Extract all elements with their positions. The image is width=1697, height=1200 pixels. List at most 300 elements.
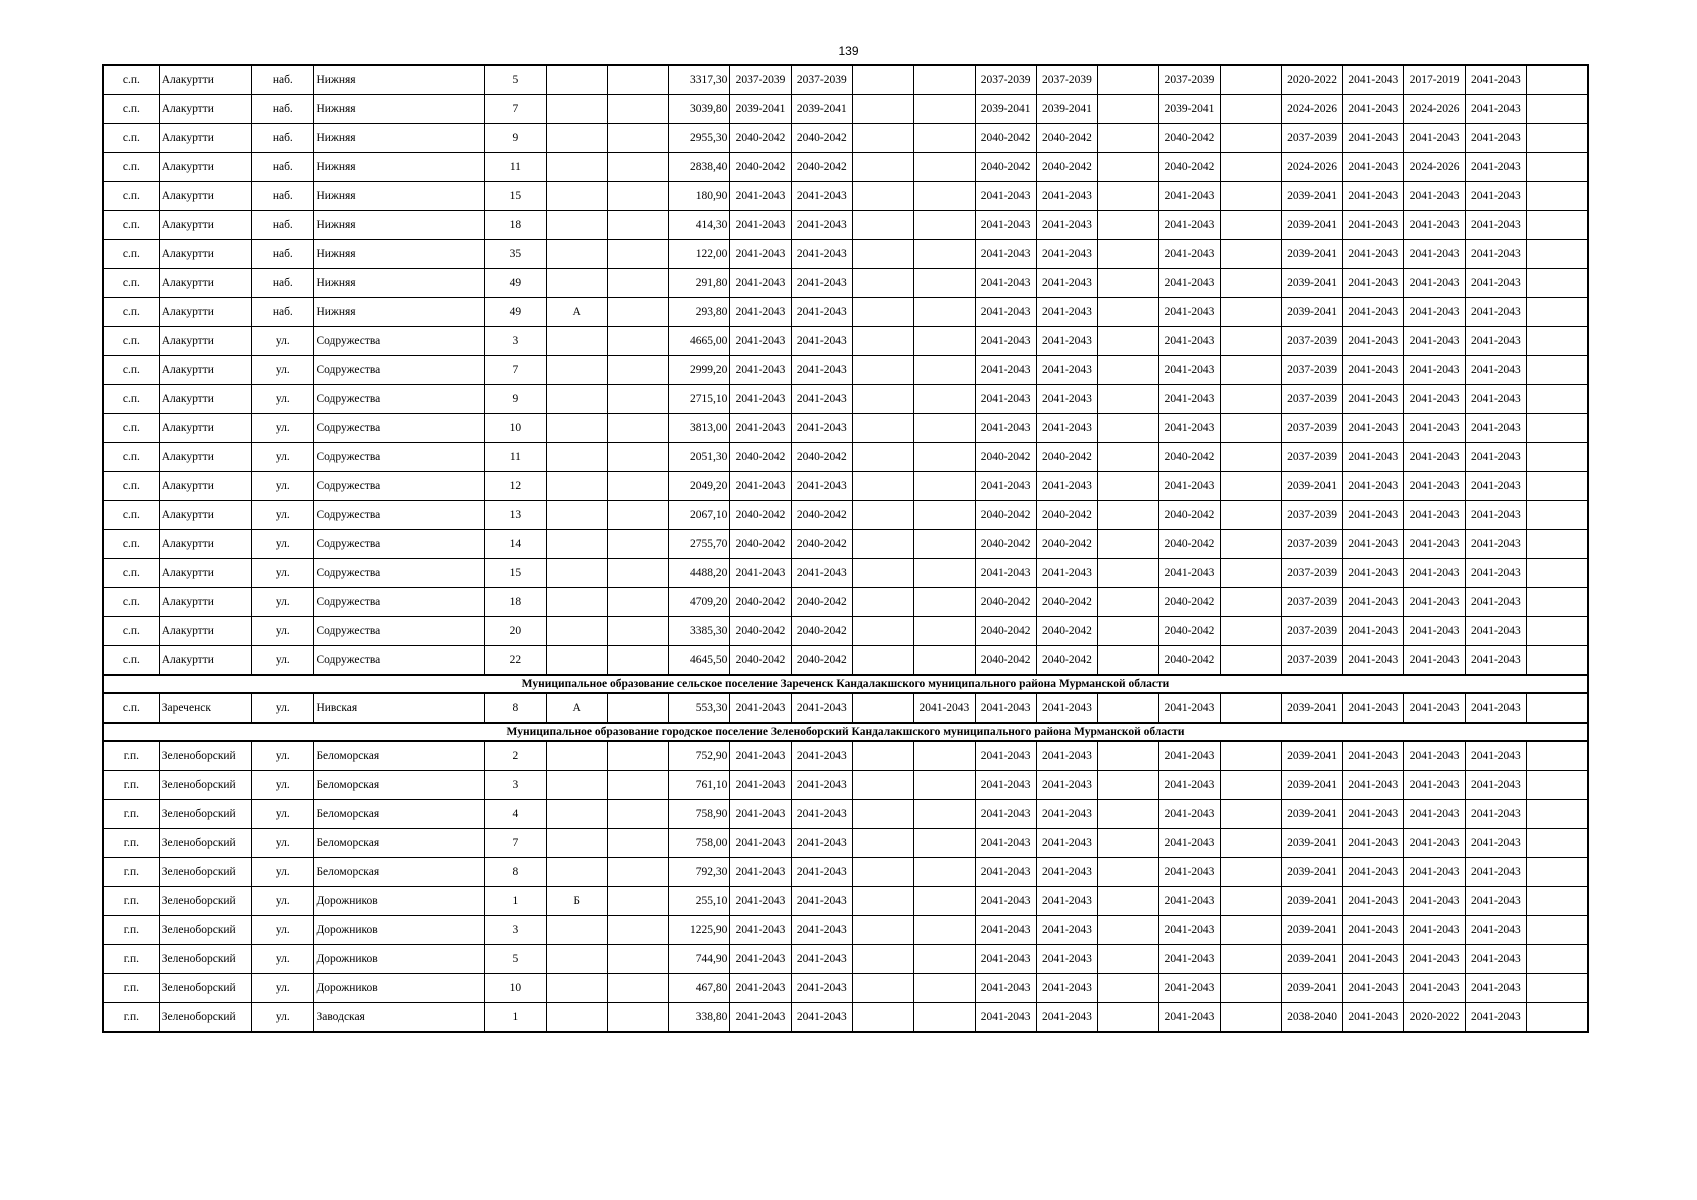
house-number-cell: 2 [485, 741, 546, 771]
settlement-cell: Алакуртти [159, 95, 251, 124]
period-cell [914, 945, 975, 974]
house-number-cell: 1 [485, 1003, 546, 1033]
house-number-cell: 3 [485, 916, 546, 945]
period-cell: 2041-2043 [1404, 858, 1465, 887]
house-number-cell: 20 [485, 617, 546, 646]
period-cell: 2041-2043 [730, 472, 791, 501]
period-cell: 2041-2043 [1159, 414, 1220, 443]
table-row [103, 1003, 1588, 1033]
period-cell: 2041-2043 [791, 356, 852, 385]
period-cell [914, 559, 975, 588]
period-cell: 2041-2043 [1404, 588, 1465, 617]
period-cell [852, 771, 913, 800]
settlement-type-cell: г.п. [103, 1003, 159, 1033]
period-cell: 2041-2043 [1404, 269, 1465, 298]
period-cell [1527, 800, 1588, 829]
period-cell: 2041-2043 [1343, 356, 1404, 385]
period-cell [1220, 1003, 1281, 1033]
period-cell [852, 693, 913, 723]
period-cell [1098, 530, 1159, 559]
street-type-cell: ул. [252, 887, 314, 916]
street-cell: Нижняя [314, 95, 485, 124]
street-type-cell: ул. [252, 588, 314, 617]
area-cell: 4709,20 [669, 588, 730, 617]
period-cell [914, 356, 975, 385]
settlement-type-cell: с.п. [103, 472, 159, 501]
house-letter-cell [546, 530, 607, 559]
table-row [103, 211, 1588, 240]
period-cell: 2041-2043 [1465, 646, 1526, 676]
settlement-cell: Алакуртти [159, 269, 251, 298]
building-cell [607, 800, 668, 829]
period-cell: 2041-2043 [1159, 771, 1220, 800]
table-row [103, 945, 1588, 974]
street-cell: Дорожников [314, 974, 485, 1003]
period-cell [914, 974, 975, 1003]
period-cell [1220, 617, 1281, 646]
house-number-cell: 15 [485, 559, 546, 588]
settlement-type-cell: с.п. [103, 443, 159, 472]
street-type-cell: наб. [252, 240, 314, 269]
street-type-cell: ул. [252, 1003, 314, 1033]
period-cell: 2041-2043 [1159, 240, 1220, 269]
street-type-cell: наб. [252, 153, 314, 182]
period-cell [1527, 65, 1588, 95]
period-cell: 2041-2043 [791, 800, 852, 829]
area-cell: 2067,10 [669, 501, 730, 530]
period-cell [1220, 95, 1281, 124]
period-cell [1220, 211, 1281, 240]
table-row [103, 269, 1588, 298]
period-cell [1220, 858, 1281, 887]
area-cell: 4665,00 [669, 327, 730, 356]
period-cell: 2041-2043 [791, 182, 852, 211]
period-cell: 2040-2042 [1159, 588, 1220, 617]
period-cell [1220, 945, 1281, 974]
street-cell: Содружества [314, 443, 485, 472]
period-cell: 2040-2042 [730, 501, 791, 530]
period-cell: 2041-2043 [1036, 327, 1097, 356]
area-cell: 338,80 [669, 1003, 730, 1033]
period-cell: 2041-2043 [1343, 1003, 1404, 1033]
period-cell [1098, 356, 1159, 385]
period-cell: 2040-2042 [1159, 443, 1220, 472]
period-cell [1220, 530, 1281, 559]
settlement-cell: Зеленоборский [159, 829, 251, 858]
period-cell: 2040-2042 [1159, 646, 1220, 676]
period-cell: 2040-2042 [975, 530, 1036, 559]
period-cell: 2039-2041 [1281, 269, 1342, 298]
period-cell [852, 443, 913, 472]
period-cell: 2041-2043 [1343, 385, 1404, 414]
settlement-type-cell: с.п. [103, 65, 159, 95]
period-cell [914, 240, 975, 269]
period-cell: 2039-2041 [1281, 829, 1342, 858]
period-cell: 2041-2043 [1343, 887, 1404, 916]
period-cell: 2041-2043 [1465, 211, 1526, 240]
period-cell [1098, 443, 1159, 472]
period-cell: 2041-2043 [791, 298, 852, 327]
house-letter-cell [546, 153, 607, 182]
period-cell: 2037-2039 [1281, 327, 1342, 356]
street-type-cell: наб. [252, 65, 314, 95]
period-cell: 2041-2043 [1343, 559, 1404, 588]
street-type-cell: ул. [252, 530, 314, 559]
area-cell: 180,90 [669, 182, 730, 211]
house-letter-cell [546, 269, 607, 298]
period-cell: 2040-2042 [975, 443, 1036, 472]
period-cell: 2040-2042 [1159, 124, 1220, 153]
period-cell: 2041-2043 [1465, 800, 1526, 829]
period-cell [914, 800, 975, 829]
house-number-cell: 5 [485, 65, 546, 95]
period-cell [914, 269, 975, 298]
house-number-cell: 1 [485, 887, 546, 916]
period-cell [852, 559, 913, 588]
period-cell: 2041-2043 [791, 240, 852, 269]
table-row [103, 501, 1588, 530]
period-cell [1527, 1003, 1588, 1033]
period-cell [1527, 182, 1588, 211]
period-cell: 2041-2043 [1036, 211, 1097, 240]
settlement-type-cell: с.п. [103, 646, 159, 676]
street-cell: Дорожников [314, 945, 485, 974]
street-type-cell: ул. [252, 945, 314, 974]
building-cell [607, 887, 668, 916]
period-cell: 2041-2043 [791, 472, 852, 501]
period-cell: 2039-2041 [730, 95, 791, 124]
building-cell [607, 472, 668, 501]
period-cell: 2041-2043 [730, 858, 791, 887]
period-cell [914, 530, 975, 559]
period-cell: 2041-2043 [1343, 240, 1404, 269]
area-cell: 467,80 [669, 974, 730, 1003]
period-cell: 2040-2042 [730, 153, 791, 182]
period-cell [1098, 887, 1159, 916]
period-cell: 2041-2043 [1159, 945, 1220, 974]
table-row [103, 617, 1588, 646]
street-type-cell: ул. [252, 617, 314, 646]
table-row [103, 646, 1588, 676]
section-header-row [103, 675, 1588, 693]
period-cell [852, 945, 913, 974]
settlement-cell: Зеленоборский [159, 974, 251, 1003]
period-cell [914, 182, 975, 211]
street-cell: Нижняя [314, 153, 485, 182]
period-cell: 2041-2043 [1036, 385, 1097, 414]
period-cell: 2041-2043 [1036, 858, 1097, 887]
house-letter-cell [546, 240, 607, 269]
house-letter-cell [546, 646, 607, 676]
area-cell: 744,90 [669, 945, 730, 974]
period-cell: 2040-2042 [730, 646, 791, 676]
period-cell: 2041-2043 [1036, 356, 1097, 385]
period-cell: 2041-2043 [1159, 974, 1220, 1003]
period-cell [914, 124, 975, 153]
period-cell: 2037-2039 [1281, 443, 1342, 472]
building-cell [607, 1003, 668, 1033]
period-cell: 2041-2043 [1343, 327, 1404, 356]
settlement-type-cell: г.п. [103, 741, 159, 771]
table-row [103, 327, 1588, 356]
table-row [103, 530, 1588, 559]
building-cell [607, 617, 668, 646]
house-number-cell: 15 [485, 182, 546, 211]
house-number-cell: 5 [485, 945, 546, 974]
house-number-cell: 49 [485, 269, 546, 298]
settlement-cell: Алакуртти [159, 646, 251, 676]
street-type-cell: ул. [252, 385, 314, 414]
table-row [103, 693, 1588, 723]
period-cell [1527, 829, 1588, 858]
period-cell: 2040-2042 [791, 443, 852, 472]
table-row [103, 385, 1588, 414]
period-cell: 2041-2043 [1465, 124, 1526, 153]
period-cell: 2024-2026 [1281, 95, 1342, 124]
period-cell: 2040-2042 [1036, 153, 1097, 182]
house-letter-cell [546, 501, 607, 530]
table-row [103, 298, 1588, 327]
period-cell [1220, 443, 1281, 472]
period-cell: 2041-2043 [1404, 298, 1465, 327]
area-cell: 553,30 [669, 693, 730, 723]
house-letter-cell: А [546, 693, 607, 723]
period-cell: 2041-2043 [975, 1003, 1036, 1033]
area-cell: 4488,20 [669, 559, 730, 588]
period-cell: 2041-2043 [1036, 916, 1097, 945]
building-cell [607, 356, 668, 385]
period-cell [1098, 182, 1159, 211]
period-cell: 2041-2043 [1465, 617, 1526, 646]
period-cell: 2041-2043 [1465, 945, 1526, 974]
period-cell: 2041-2043 [791, 1003, 852, 1033]
settlement-type-cell: с.п. [103, 182, 159, 211]
period-cell: 2039-2041 [1281, 298, 1342, 327]
period-cell: 2041-2043 [1465, 693, 1526, 723]
period-cell: 2041-2043 [914, 693, 975, 723]
period-cell: 2041-2043 [1465, 269, 1526, 298]
period-cell: 2037-2039 [1281, 414, 1342, 443]
period-cell [914, 646, 975, 676]
table-row [103, 472, 1588, 501]
period-cell: 2041-2043 [1404, 771, 1465, 800]
period-cell [1220, 65, 1281, 95]
settlement-type-cell: г.п. [103, 771, 159, 800]
period-cell [914, 211, 975, 240]
street-cell: Заводская [314, 1003, 485, 1033]
house-number-cell: 35 [485, 240, 546, 269]
house-letter-cell: Б [546, 887, 607, 916]
period-cell [1527, 530, 1588, 559]
period-cell [1098, 153, 1159, 182]
area-cell: 4645,50 [669, 646, 730, 676]
period-cell [914, 298, 975, 327]
period-cell [1527, 916, 1588, 945]
settlement-type-cell: с.п. [103, 269, 159, 298]
period-cell: 2041-2043 [1343, 829, 1404, 858]
area-cell: 122,00 [669, 240, 730, 269]
period-cell [1220, 124, 1281, 153]
period-cell: 2041-2043 [1036, 414, 1097, 443]
period-cell: 2041-2043 [730, 269, 791, 298]
period-cell [1220, 741, 1281, 771]
building-cell [607, 858, 668, 887]
period-cell: 2041-2043 [730, 945, 791, 974]
table-row [103, 887, 1588, 916]
period-cell [914, 414, 975, 443]
period-cell: 2041-2043 [975, 182, 1036, 211]
period-cell [1527, 501, 1588, 530]
period-cell [852, 472, 913, 501]
period-cell [1098, 211, 1159, 240]
street-cell: Нижняя [314, 211, 485, 240]
area-cell: 758,00 [669, 829, 730, 858]
period-cell: 2041-2043 [1465, 414, 1526, 443]
period-cell [852, 741, 913, 771]
period-cell: 2040-2042 [1036, 530, 1097, 559]
period-cell: 2040-2042 [730, 530, 791, 559]
period-cell: 2039-2041 [1281, 211, 1342, 240]
area-cell: 1225,90 [669, 916, 730, 945]
period-cell: 2037-2039 [730, 65, 791, 95]
period-cell: 2041-2043 [730, 974, 791, 1003]
period-cell: 2040-2042 [1036, 588, 1097, 617]
period-cell: 2038-2040 [1281, 1003, 1342, 1033]
table-row [103, 800, 1588, 829]
period-cell: 2041-2043 [791, 414, 852, 443]
period-cell: 2039-2041 [1281, 182, 1342, 211]
period-cell: 2017-2019 [1404, 65, 1465, 95]
period-cell [1527, 858, 1588, 887]
period-cell: 2041-2043 [730, 298, 791, 327]
period-cell: 2041-2043 [1404, 472, 1465, 501]
period-cell: 2041-2043 [975, 693, 1036, 723]
period-cell: 2041-2043 [1159, 356, 1220, 385]
period-cell: 2041-2043 [1404, 501, 1465, 530]
house-letter-cell [546, 829, 607, 858]
period-cell: 2041-2043 [1159, 298, 1220, 327]
period-cell [852, 298, 913, 327]
period-cell: 2041-2043 [1465, 327, 1526, 356]
building-cell [607, 211, 668, 240]
settlement-cell: Алакуртти [159, 356, 251, 385]
period-cell: 2040-2042 [730, 588, 791, 617]
period-cell: 2020-2022 [1281, 65, 1342, 95]
area-cell: 761,10 [669, 771, 730, 800]
house-number-cell: 11 [485, 443, 546, 472]
house-letter-cell [546, 858, 607, 887]
house-letter-cell [546, 974, 607, 1003]
street-cell: Беломорская [314, 771, 485, 800]
period-cell [1220, 974, 1281, 1003]
period-cell [914, 916, 975, 945]
period-cell: 2041-2043 [1343, 211, 1404, 240]
building-cell [607, 414, 668, 443]
table-row [103, 559, 1588, 588]
house-number-cell: 8 [485, 693, 546, 723]
house-letter-cell [546, 95, 607, 124]
building-cell [607, 385, 668, 414]
period-cell [1527, 298, 1588, 327]
settlement-cell: Алакуртти [159, 298, 251, 327]
period-cell: 2041-2043 [1036, 182, 1097, 211]
street-cell: Нижняя [314, 240, 485, 269]
settlement-type-cell: г.п. [103, 945, 159, 974]
period-cell: 2040-2042 [1036, 617, 1097, 646]
area-cell: 752,90 [669, 741, 730, 771]
period-cell: 2040-2042 [730, 124, 791, 153]
building-cell [607, 945, 668, 974]
period-cell: 2041-2043 [1404, 741, 1465, 771]
street-type-cell: ул. [252, 327, 314, 356]
period-cell: 2041-2043 [1404, 211, 1465, 240]
period-cell [1220, 356, 1281, 385]
period-cell: 2041-2043 [791, 887, 852, 916]
settlement-cell: Алакуртти [159, 327, 251, 356]
house-number-cell: 10 [485, 414, 546, 443]
period-cell [1220, 472, 1281, 501]
house-number-cell: 10 [485, 974, 546, 1003]
period-cell: 2041-2043 [975, 211, 1036, 240]
period-cell [1527, 588, 1588, 617]
period-cell: 2040-2042 [1036, 124, 1097, 153]
period-cell [1527, 771, 1588, 800]
house-number-cell: 18 [485, 211, 546, 240]
house-number-cell: 7 [485, 829, 546, 858]
period-cell: 2041-2043 [1343, 916, 1404, 945]
settlement-type-cell: с.п. [103, 211, 159, 240]
period-cell [1098, 472, 1159, 501]
period-cell [914, 385, 975, 414]
period-cell: 2041-2043 [1404, 974, 1465, 1003]
settlement-cell: Зеленоборский [159, 887, 251, 916]
street-cell: Беломорская [314, 858, 485, 887]
period-cell: 2041-2043 [1343, 771, 1404, 800]
period-cell [1527, 211, 1588, 240]
period-cell [852, 269, 913, 298]
period-cell [914, 501, 975, 530]
period-cell [1527, 153, 1588, 182]
period-cell: 2041-2043 [791, 693, 852, 723]
period-cell: 2041-2043 [791, 385, 852, 414]
table-row [103, 95, 1588, 124]
period-cell: 2041-2043 [1343, 974, 1404, 1003]
section-title: Муниципальное образование сельское поселение Зареченск Кандалакшского муниципального района Мурманской области [103, 675, 1588, 693]
period-cell: 2041-2043 [1465, 771, 1526, 800]
period-cell: 2041-2043 [1343, 588, 1404, 617]
period-cell: 2041-2043 [1404, 829, 1465, 858]
period-cell [914, 741, 975, 771]
settlement-cell: Алакуртти [159, 559, 251, 588]
street-cell: Нижняя [314, 298, 485, 327]
period-cell [1098, 1003, 1159, 1033]
table-row [103, 356, 1588, 385]
period-cell [1527, 945, 1588, 974]
period-cell [1098, 124, 1159, 153]
building-cell [607, 916, 668, 945]
settlement-type-cell: с.п. [103, 356, 159, 385]
period-cell [852, 95, 913, 124]
period-cell: 2041-2043 [1343, 414, 1404, 443]
period-cell [852, 829, 913, 858]
period-cell: 2040-2042 [791, 153, 852, 182]
street-type-cell: ул. [252, 858, 314, 887]
period-cell [1527, 385, 1588, 414]
period-cell: 2041-2043 [1465, 443, 1526, 472]
period-cell [1527, 414, 1588, 443]
period-cell [852, 617, 913, 646]
street-cell: Содружества [314, 501, 485, 530]
